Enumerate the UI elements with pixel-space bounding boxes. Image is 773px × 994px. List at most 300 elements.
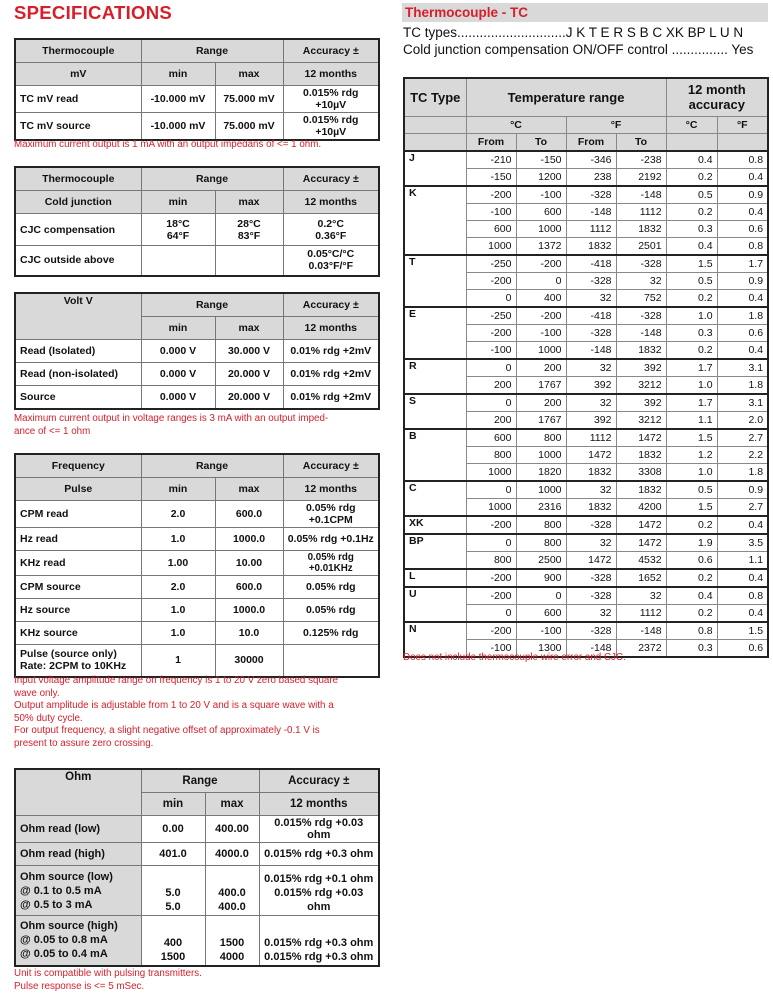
row-accuracy: 0.015% rdg +0.3 ohm [264,936,374,949]
cell-from-c: -200 [466,569,516,587]
cell-from-f: -418 [566,255,616,273]
tc-type-label: R [404,359,466,394]
table-row [15,916,379,966]
cell-from-c: 800 [466,446,516,463]
table-row [15,866,379,916]
cell-to-c: 2316 [516,498,566,516]
cell-from-f: -328 [566,622,616,640]
cell-from-c: 600 [466,429,516,447]
cell-from-f: 1832 [566,498,616,516]
row-label: CPM read [15,501,141,528]
cell-to-f: 392 [616,394,666,412]
cell-accuracy-c: 1.7 [666,359,717,377]
cell-from-f: -328 [566,324,616,341]
table-row [15,645,379,677]
table-row [15,528,379,551]
tc-type-label: L [404,569,466,587]
tc-type-label: U [404,587,466,622]
cell-from-f: 392 [566,411,616,429]
header-acc-fahrenheit: °F [717,116,768,133]
header-max: max [215,191,283,214]
header-from: From [566,133,616,151]
cell-to-f: 1112 [616,203,666,220]
row-max: 75.000 mV [215,86,283,113]
header-accuracy: Accuracy ± [259,769,379,793]
cell-to-c: 800 [516,429,566,447]
cell-from-c: -100 [466,639,516,657]
tc-types-line: TC types.............................J K T E R S B C XK BP L U N [403,25,744,40]
cell-accuracy-f: 0.4 [717,516,768,534]
cell-accuracy-c: 0.5 [666,481,717,499]
cell-to-f: 3308 [616,463,666,481]
header-label: Volt V [15,293,141,340]
table-row [404,587,768,605]
cell-accuracy-c: 1.0 [666,307,717,325]
cell-from-f: -328 [566,272,616,289]
cell-from-f: -346 [566,151,616,169]
cell-accuracy-c: 0.8 [666,622,717,640]
header-tc-type: TC Type [404,78,466,116]
tc-type-label: T [404,255,466,307]
cell-accuracy-f: 0.8 [717,237,768,255]
table-row [404,359,768,377]
cell-from-c: -200 [466,622,516,640]
cell-to-f: -148 [616,622,666,640]
header-to: To [516,133,566,151]
cell-to-f: -148 [616,324,666,341]
table-row [404,151,768,169]
cell-from-c: 0 [466,534,516,552]
tc-types-value: J K T E R S B C XK BP L U N [565,25,744,40]
row-max: 75.000 mV [215,113,283,141]
note-line: For output frequency, a slight negative offset of approximately -0.1 V is [14,725,320,736]
row-label: CJC outside above [15,246,141,276]
row-min: 64°F [166,229,190,242]
table-row [15,576,379,599]
row-label: @ 0.1 to 0.5 mA [20,884,102,897]
tc-type-label: S [404,394,466,429]
tc-type-label: K [404,186,466,255]
note-line: Output amplitude is adjustable from 1 to 20 V and is a square wave with a [14,700,334,711]
cell-from-f: 1112 [566,220,616,237]
cell-to-f: 1832 [616,481,666,499]
cell-to-c: 1820 [516,463,566,481]
row-accuracy: 0.03°F/°F [308,260,354,273]
volt-spec-table [14,292,380,410]
row-min: -10.000 mV [141,86,215,113]
note-line: present to assure zero crossing. [14,737,154,749]
row-accuracy: 0.01% rdg +2mV [283,340,379,363]
cell-accuracy-f: 2.0 [717,411,768,429]
cell-from-c: -200 [466,516,516,534]
cell-from-f: -148 [566,203,616,220]
cell-from-f: -328 [566,516,616,534]
cell-from-c: 1000 [466,463,516,481]
header-max: max [205,793,259,816]
cell-to-f: 2192 [616,168,666,186]
row-accuracy: 0.05% rdg +0.1Hz [283,528,379,551]
cell-to-f: 32 [616,587,666,605]
cell-accuracy-c: 1.2 [666,446,717,463]
header-months: 12 months [283,478,379,501]
cell-accuracy-f: 0.4 [717,203,768,220]
row-label: Ohm read (high) [15,843,141,866]
table-row [15,599,379,622]
cell-from-c: 0 [466,604,516,622]
cell-accuracy-f: 1.5 [717,622,768,640]
row-label: TC mV read [15,86,141,113]
row-label: Hz source [15,599,141,622]
cell-accuracy-f: 1.8 [717,376,768,394]
header-min: min [141,793,205,816]
cell-to-c: 1767 [516,376,566,394]
cell-to-f: 1652 [616,569,666,587]
cell-to-f: 1832 [616,446,666,463]
cell-from-c: -200 [466,272,516,289]
row-max: 400.0 [218,887,246,899]
row-min: 18°C [166,217,190,230]
row-max: 600.0 [215,576,283,599]
header-max: max [215,317,283,340]
tc-type-label: XK [404,516,466,534]
table-row [404,307,768,325]
cell-to-f: 752 [616,289,666,307]
cell-from-f: 1472 [566,551,616,569]
row-label: Read (non-isolated) [15,363,141,386]
header-max: max [215,63,283,86]
cell-to-f: -238 [616,151,666,169]
cell-to-c: 400 [516,289,566,307]
cell-from-c: 1000 [466,237,516,255]
row-label: CPM source [15,576,141,599]
tc-table [403,77,769,658]
header-months: 12 months [283,191,379,214]
cell-to-c: 0 [516,587,566,605]
row-max: 30000 [215,645,283,677]
cell-from-f: 32 [566,394,616,412]
table-row [15,214,379,246]
cell-accuracy-f: 0.4 [717,168,768,186]
cell-accuracy-c: 0.6 [666,551,717,569]
row-accuracy: 0.015% rdg +0.1 ohm [264,873,374,885]
row-accuracy: 0.05°C/°C [307,248,355,261]
cell-from-c: 0 [466,359,516,377]
cell-from-c: 200 [466,411,516,429]
table-row [404,186,768,204]
row-accuracy: 0.05% rdg [283,576,379,599]
cell-to-f: 4200 [616,498,666,516]
note-line: Maximum current output in voltage ranges is 3 mA with an output imped- [14,413,329,424]
cell-accuracy-f: 0.9 [717,272,768,289]
cell-accuracy-f: 1.1 [717,551,768,569]
row-label: Rate: 2CPM to 10KHz [20,660,127,673]
ohm-notes [14,968,202,993]
header-accuracy: 12 month accuracy [666,78,768,116]
cell-accuracy-c: 0.3 [666,324,717,341]
cell-accuracy-f: 2.7 [717,498,768,516]
table-row [15,113,379,141]
row-accuracy: 0.01% rdg +2mV [283,363,379,386]
cell-from-c: -150 [466,168,516,186]
cell-to-c: 900 [516,569,566,587]
row-max: 1500 [219,936,245,949]
row-accuracy: 0.05% rdg +0.1CPM [283,501,379,528]
header-range: Range [141,769,259,793]
cell-to-f: 1472 [616,429,666,447]
row-max: 83°F [237,229,261,242]
cell-from-c: -100 [466,341,516,359]
cell-from-f: 1832 [566,237,616,255]
cell-accuracy-f: 0.8 [717,151,768,169]
header-range: Range [141,293,283,317]
cell-from-f: 238 [566,168,616,186]
cell-accuracy-c: 1.5 [666,429,717,447]
header-accuracy: Accuracy ± [283,454,379,478]
table-row [15,340,379,363]
header-label: Thermocouple [15,167,141,191]
cell-to-c: 800 [516,534,566,552]
row-label: CJC compensation [15,214,141,246]
row-label: Ohm source (low) [20,870,113,883]
table-row [15,86,379,113]
cell-from-f: 1112 [566,429,616,447]
cell-to-f: -328 [616,307,666,325]
tc-type-label: BP [404,534,466,569]
header-to: To [616,133,666,151]
cell-to-f: 1112 [616,604,666,622]
row-max: 28°C [237,217,261,230]
cell-from-f: 32 [566,289,616,307]
cell-to-f: 392 [616,359,666,377]
note-line: Pulse response is <= 5 mSec. [14,980,145,992]
cell-accuracy-c: 0.4 [666,587,717,605]
header-accuracy: Accuracy ± [283,167,379,191]
cell-from-c: -250 [466,307,516,325]
tc-type-label: N [404,622,466,657]
row-accuracy: 0.015% rdg +0.3 ohm [259,843,379,866]
cell-to-c: 1372 [516,237,566,255]
row-accuracy: 0.36°F [315,229,347,242]
table-row [404,534,768,552]
table-row [404,481,768,499]
cell-accuracy-f: 0.4 [717,341,768,359]
cell-to-f: -148 [616,186,666,204]
row-min: 5.0 [165,887,181,899]
tc-type-label: C [404,481,466,516]
header-months: 12 months [283,317,379,340]
cell-from-f: 32 [566,604,616,622]
row-min: 1.0 [141,599,215,622]
mv-spec-table [14,38,380,141]
page-title: SPECIFICATIONS [14,2,173,23]
cell-accuracy-c: 0.2 [666,203,717,220]
row-max: 4000.0 [205,843,259,866]
frequency-notes [14,675,338,750]
cell-from-f: -148 [566,639,616,657]
cell-to-c: 1000 [516,446,566,463]
cell-accuracy-c: 1.9 [666,534,717,552]
header-min: min [141,63,215,86]
cell-from-f: 392 [566,376,616,394]
cell-to-c: -200 [516,307,566,325]
table-row [15,363,379,386]
table-row [15,501,379,528]
cell-from-c: 600 [466,220,516,237]
cell-to-c: 1200 [516,168,566,186]
header-months: 12 months [283,63,379,86]
row-min: 401.0 [141,843,205,866]
table-row [404,394,768,412]
cell-to-c: 800 [516,516,566,534]
row-max: 10.00 [215,551,283,576]
cell-accuracy-c: 1.1 [666,411,717,429]
cell-from-c: -200 [466,587,516,605]
cell-accuracy-f: 1.8 [717,307,768,325]
cell-accuracy-c: 0.2 [666,569,717,587]
row-label: TC mV source [15,113,141,141]
row-min: 1.00 [141,551,215,576]
tc-type-label: E [404,307,466,359]
header-unit: Cold junction [15,191,141,214]
mv-note: Maximum current output is 1 mA with an output impedans of <= 1 ohm. [14,139,322,150]
row-min: -10.000 mV [141,113,215,141]
volt-note [14,413,328,438]
row-accuracy: 0.015% rdg +0.03 ohm [259,816,379,843]
row-min: 400 [163,936,183,949]
cell-from-f: 1472 [566,446,616,463]
cell-from-c: 1000 [466,498,516,516]
cell-accuracy-f: 0.4 [717,289,768,307]
cell-to-f: 32 [616,272,666,289]
cell-to-f: 1832 [616,220,666,237]
cell-from-f: -328 [566,587,616,605]
cell-from-f: 32 [566,481,616,499]
row-label: @ 0.05 to 0.4 mA [20,948,108,961]
cell-to-f: 1472 [616,516,666,534]
cell-accuracy-f: 0.6 [717,639,768,657]
cell-to-f: 3212 [616,411,666,429]
cell-accuracy-f: 3.1 [717,359,768,377]
cell-accuracy-f: 3.1 [717,394,768,412]
cell-accuracy-c: 0.3 [666,639,717,657]
cell-to-c: -100 [516,324,566,341]
cell-from-c: -210 [466,151,516,169]
row-accuracy: 0.015% rdg +0.3 ohm [264,950,374,963]
cell-from-c: 0 [466,289,516,307]
row-max: 400.0 [218,901,246,913]
cell-to-f: 2501 [616,237,666,255]
cell-from-c: -200 [466,324,516,341]
row-min: 1.0 [141,528,215,551]
tc-note: Does not include thermocouple wire error and CJC. [403,652,626,663]
header-unit: Pulse [15,478,141,501]
cell-to-c: 1767 [516,411,566,429]
cell-accuracy-c: 1.0 [666,463,717,481]
row-min: 5.0 [165,901,181,913]
row-min: 0.000 V [141,386,215,410]
table-row [15,843,379,866]
cell-to-c: -200 [516,255,566,273]
header-range: Range [141,39,283,63]
cell-from-f: -418 [566,307,616,325]
row-min: 1.0 [141,622,215,645]
cell-accuracy-c: 1.7 [666,394,717,412]
row-label: Ohm source (high) [20,920,118,933]
table-row [404,622,768,640]
cell-to-f: 3212 [616,376,666,394]
row-max: 10.0 [215,622,283,645]
table-row [15,551,379,576]
row-label: Ohm read (low) [15,816,141,843]
ohm-spec-table [14,768,380,967]
cell-to-f: 1832 [616,341,666,359]
cell-from-c: -200 [466,186,516,204]
row-max: 20.000 V [215,386,283,410]
row-min: 1500 [160,950,186,963]
cell-from-c: 0 [466,481,516,499]
cell-accuracy-f: 0.9 [717,481,768,499]
cell-accuracy-c: 0.4 [666,151,717,169]
cell-to-c: 2500 [516,551,566,569]
row-accuracy: 0.015% rdg +10µV [283,113,379,141]
tc-cjc-line: Cold junction compensation ON/OFF control ............... Yes [403,42,754,57]
cell-from-c: 0 [466,394,516,412]
table-row [404,255,768,273]
cell-accuracy-c: 0.2 [666,168,717,186]
row-label: Source [15,386,141,410]
note-line: 50% duty cycle. [14,712,83,724]
table-row [404,516,768,534]
note-line: ance of <= 1 ohm [14,425,91,437]
cell-accuracy-f: 0.8 [717,587,768,605]
cell-accuracy-f: 3.5 [717,534,768,552]
row-accuracy: 0.05% rdg [283,599,379,622]
cell-to-c: 1300 [516,639,566,657]
cell-accuracy-c: 0.2 [666,341,717,359]
row-accuracy: 0.01% rdg +2mV [283,386,379,410]
cell-to-c: -150 [516,151,566,169]
frequency-spec-table [14,453,380,678]
cell-accuracy-f: 0.6 [717,220,768,237]
cell-from-c: -250 [466,255,516,273]
row-accuracy: 0.05% rdg +0.01KHz [283,551,379,576]
cell-from-f: 1832 [566,463,616,481]
cell-from-c: 200 [466,376,516,394]
header-label: Ohm [15,769,141,816]
tc-type-label: B [404,429,466,481]
tc-type-label: J [404,151,466,186]
row-max: 20.000 V [215,363,283,386]
header-acc-celsius: °C [666,116,717,133]
cell-to-c: 1000 [516,220,566,237]
table-row [15,386,379,410]
row-accuracy: 0.2°C [317,217,344,230]
cell-to-c: 600 [516,604,566,622]
header-min: min [141,317,215,340]
header-accuracy: Accuracy ± [283,293,379,317]
cell-accuracy-c: 0.2 [666,604,717,622]
cell-from-f: -328 [566,186,616,204]
header-months: 12 months [259,793,379,816]
tc-section-title: Thermocouple - TC [402,3,768,22]
cj-spec-table [14,166,380,277]
cell-to-c: 200 [516,394,566,412]
cell-accuracy-c: 0.3 [666,220,717,237]
row-max: 30.000 V [215,340,283,363]
cell-from-f: 32 [566,359,616,377]
tc-table-body [404,151,768,657]
header-min: min [141,191,215,214]
